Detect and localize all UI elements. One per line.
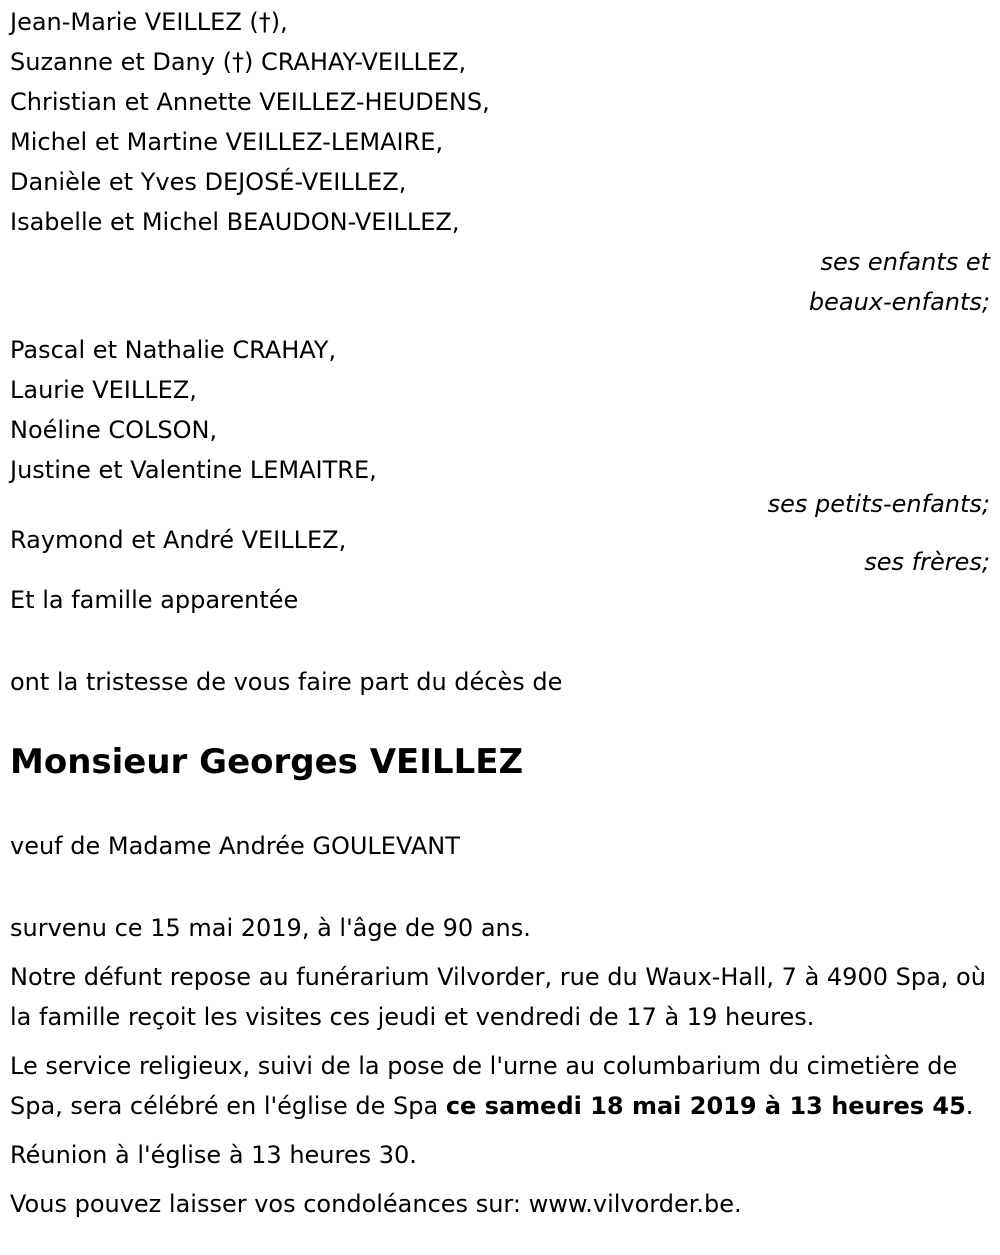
- brothers-block: [10, 518, 990, 582]
- widow-of-line: veuf de Madame Andrée GOULEVANT: [10, 832, 460, 860]
- family-member-line: Justine et Valentine LEMAITRE,: [10, 456, 377, 484]
- children-block: [10, 0, 990, 322]
- family-member-line: Danièle et Yves DEJOSÉ-VEILLEZ,: [10, 168, 407, 196]
- family-member-line: Jean-Marie VEILLEZ (†),: [10, 8, 288, 36]
- family-member-line: Michel et Martine VEILLEZ-LEMAIRE,: [10, 128, 444, 156]
- deceased-name: Monsieur Georges VEILLEZ: [10, 742, 524, 782]
- service-end: .: [965, 1092, 974, 1120]
- funeral-home-paragraph: Notre défunt repose au funérarium Vilvorder, rue du Waux-Hall, 7 à 4900 Spa, où la famille reçoit les visites ces jeudi et vendredi de 17 à 19 heures.: [10, 963, 986, 1031]
- meeting-line: Réunion à l'église à 13 heures 30.: [10, 1141, 417, 1169]
- service-paragraph: [10, 1046, 990, 1126]
- family-member-line: Raymond et André VEILLEZ,: [10, 526, 347, 554]
- extended-family-line: Et la famille apparentée: [10, 586, 299, 614]
- family-member-line: Laurie VEILLEZ,: [10, 376, 197, 404]
- service-text: Le service religieux, suivi de la pose de l'urne au columbarium du cimetière de Spa, sera célébré en l'église de Spa: [10, 1052, 958, 1120]
- service-date-time: ce samedi 18 mai 2019 à 13 heures 45: [445, 1092, 966, 1120]
- family-member-line: Pascal et Nathalie CRAHAY,: [10, 336, 337, 364]
- relation-label-grandchildren: ses petits-enfants;: [767, 490, 990, 518]
- family-member-line: Noéline COLSON,: [10, 416, 218, 444]
- family-member-line: Christian et Annette VEILLEZ-HEUDENS,: [10, 88, 490, 116]
- family-member-line: Isabelle et Michel BEAUDON-VEILLEZ,: [10, 208, 460, 236]
- relation-label-brothers: ses frères;: [864, 548, 990, 576]
- condolences-line: Vous pouvez laisser vos condoléances sur: www.vilvorder.be.: [10, 1190, 742, 1218]
- relation-label-children-2: beaux-enfants;: [808, 288, 990, 316]
- death-date-line: survenu ce 15 mai 2019, à l'âge de 90 ans.: [10, 914, 531, 942]
- family-member-line: Suzanne et Dany (†) CRAHAY-VEILLEZ,: [10, 48, 467, 76]
- announcement-intro: ont la tristesse de vous faire part du décès de: [10, 668, 563, 696]
- relation-label-children: ses enfants et: [820, 248, 990, 276]
- grandchildren-block: [10, 330, 990, 524]
